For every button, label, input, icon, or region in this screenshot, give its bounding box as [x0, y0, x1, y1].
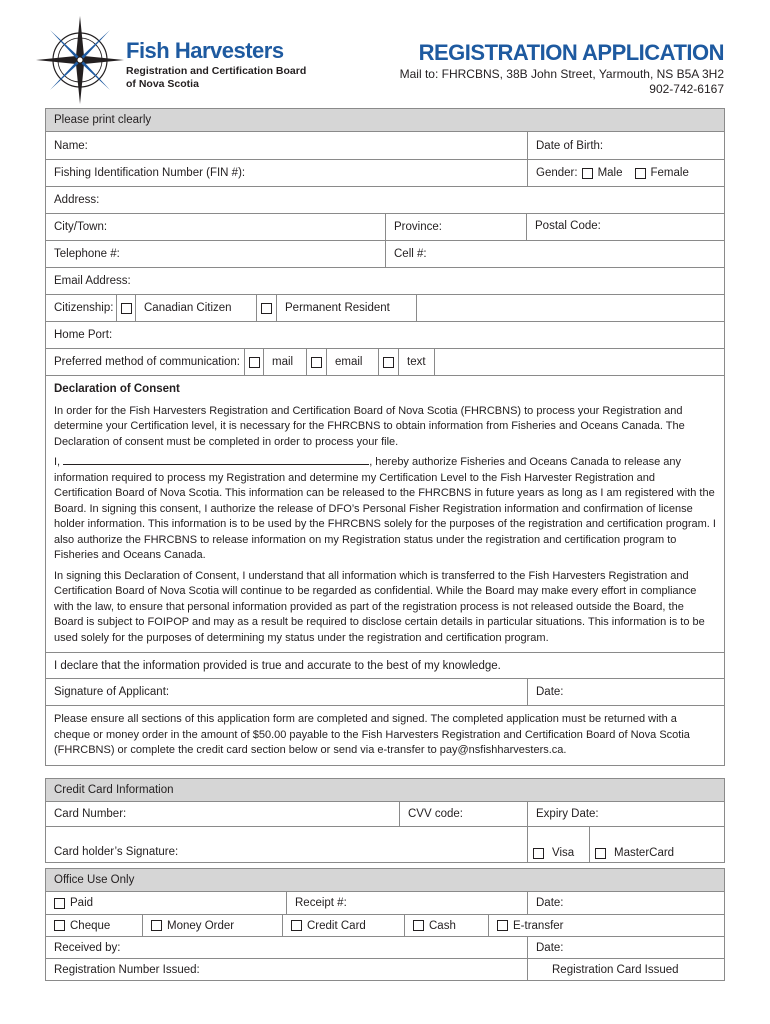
consent-heading: Declaration of Consent: [54, 383, 180, 395]
credit-card-checkbox[interactable]: [291, 920, 302, 931]
etransfer-checkbox[interactable]: [497, 920, 508, 931]
permanent-resident-checkbox[interactable]: [261, 303, 272, 314]
address-label: Address:: [54, 194, 100, 206]
home-port-row: [46, 321, 724, 348]
telephone-label: Telephone #:: [54, 248, 120, 260]
header: [0, 0, 770, 105]
permanent-resident-label: Permanent Resident: [285, 302, 390, 314]
cvv-field[interactable]: [399, 802, 527, 826]
payment-method-row: [46, 914, 724, 936]
gender-field: [527, 160, 724, 186]
signature-field[interactable]: [46, 679, 527, 705]
applicant-name-blank[interactable]: [63, 455, 369, 465]
email-label: Email Address:: [54, 275, 131, 287]
registration-number-label: Registration Number Issued:: [54, 963, 200, 976]
expiry-field[interactable]: [527, 802, 724, 826]
home-port-label: Home Port:: [54, 329, 113, 341]
cell-field[interactable]: [385, 241, 526, 267]
female-checkbox[interactable]: [635, 168, 646, 179]
communication-label: Preferred method of communication:: [54, 356, 241, 368]
cheque-checkbox[interactable]: [54, 920, 65, 931]
male-label: Male: [597, 167, 623, 179]
paid-checkbox[interactable]: [54, 898, 65, 909]
mastercard-checkbox[interactable]: [595, 848, 606, 859]
email-row: [46, 267, 724, 294]
mail-option-label: mail: [272, 356, 294, 368]
cheque-label: Cheque: [70, 919, 111, 932]
submission-instructions: Please ensure all sections of this application form are completed and signed. The completed application must be returned with a cheque or money order in the amount of $50.00 payable to the Fish Harvesters Registration and Certification Board of Nova Scotia (FHRCBNS) or complete the credit card section below or send via e-transfer to pay@nsfishharvesters.ca.: [46, 705, 724, 765]
name-row: [46, 132, 724, 159]
fin-row: [46, 159, 724, 186]
province-label: Province:: [394, 221, 442, 233]
email-checkbox[interactable]: [311, 357, 322, 368]
city-label: City/Town:: [54, 221, 108, 233]
received-date-label: Date:: [536, 941, 564, 954]
compass-logo-icon: [34, 14, 126, 106]
received-by-label: Received by:: [54, 941, 121, 954]
fin-field[interactable]: [46, 160, 527, 186]
text-option-label: text: [407, 356, 426, 368]
office-date-label: Date:: [536, 897, 564, 909]
mail-to-address: Mail to: FHRCBNS, 38B John Street, Yarmouth, NS B5A 3H2: [399, 67, 724, 81]
email-field[interactable]: [46, 268, 724, 294]
female-label: Female: [650, 167, 689, 179]
cell-label: Cell #:: [394, 248, 427, 260]
cash-checkbox[interactable]: [413, 920, 424, 931]
province-field[interactable]: [385, 214, 526, 240]
receipt-field[interactable]: [286, 892, 527, 914]
registration-card-checkbox[interactable]: [536, 964, 547, 975]
consent-paragraph-3: In signing this Declaration of Consent, I understand that all information which is transferred to the Fish Harvesters Registration and Certification Board of Nova Scotia will continue to be regarded as confidential. While the Board may make every effort in compliance with the law, to ensure that personal information provided as part of the registration process is not released outside the Board, the Board is subject to FOIPOP and may as a result be required to disclose certain details in particular situations. This information is to be used solely for the purposes of determining my status under the registration and certification program.: [54, 569, 705, 644]
receipt-label: Receipt #:: [295, 897, 347, 909]
signature-label: Signature of Applicant:: [54, 686, 170, 698]
postal-code-label: Postal Code:: [535, 220, 601, 232]
consent-p2-rest: , hereby authorize Fisheries and Oceans Canada to release any information required to process my Registration and determine my Certification Level to the Fish Harvester Registration and Certification Board of Nova Scotia. This information can be released to the FHRCBNS in future years as long as I am registered with the Board. In signing this consent, I authorize the release of DFO’s Personal Fisher Registration information and confirmation of license holder information. This information is to be used by the FHRCBNS solely for the purposes of the registration and certification program. I also authorize the FHRCBNS to release information on my Registration status under the registration and certification program to Fisheries and Oceans Canada.: [54, 456, 716, 561]
name-label: Name:: [54, 139, 88, 152]
received-date-field[interactable]: [527, 937, 724, 958]
applicant-form: [45, 108, 725, 766]
declare-text: I declare that the information provided is true and accurate to the best of my knowledge.: [54, 659, 501, 672]
fin-label: Fishing Identification Number (FIN #):: [54, 167, 246, 179]
signature-date-field[interactable]: [527, 679, 724, 705]
male-checkbox[interactable]: [582, 168, 593, 179]
phone-number: 902-742-6167: [649, 82, 724, 96]
registration-number-field[interactable]: [46, 959, 527, 980]
cvv-label: CVV code:: [408, 808, 463, 820]
card-holder-signature-field[interactable]: [46, 827, 527, 862]
registration-issued-row: [46, 958, 724, 980]
signature-date-label: Date:: [536, 686, 564, 698]
section-header-print-clearly: Please print clearly: [46, 108, 724, 132]
telephone-field[interactable]: [46, 241, 385, 267]
brand-subtitle-line2: of Nova Scotia: [126, 78, 199, 90]
dob-label: Date of Birth:: [536, 139, 604, 152]
brand-subtitle-line1: Registration and Certification Board: [126, 65, 307, 77]
form-title: REGISTRATION APPLICATION: [418, 40, 724, 65]
card-holder-signature-label: Card holder’s Signature:: [54, 846, 179, 858]
mastercard-label: MasterCard: [614, 847, 675, 859]
cash-label: Cash: [429, 919, 456, 932]
brand-title: Fish Harvesters: [126, 38, 284, 63]
city-row: [46, 213, 724, 240]
expiry-label: Expiry Date:: [536, 808, 599, 820]
registration-card-label: Registration Card Issued: [552, 963, 679, 976]
paid-label: Paid: [70, 897, 94, 909]
address-row: [46, 186, 724, 213]
credit-card-label: Credit Card: [307, 919, 366, 932]
card-holder-row: [46, 826, 724, 862]
card-number-label: Card Number:: [54, 808, 127, 820]
credit-card-section: [45, 778, 725, 863]
received-by-field[interactable]: [46, 937, 527, 958]
citizenship-label: Citizenship:: [54, 302, 114, 314]
office-use-section: [45, 868, 725, 981]
home-port-field[interactable]: [46, 322, 724, 348]
text-checkbox[interactable]: [383, 357, 394, 368]
city-field[interactable]: [46, 214, 385, 240]
canadian-citizen-checkbox[interactable]: [121, 303, 132, 314]
dob-field[interactable]: [527, 132, 724, 159]
etransfer-label: E-transfer: [513, 919, 564, 932]
money-order-label: Money Order: [167, 919, 235, 932]
section-header-credit-card: Credit Card Information: [46, 778, 724, 802]
office-date-field[interactable]: [527, 892, 724, 914]
consent-paragraph-2: [54, 455, 716, 564]
communication-row: [46, 348, 724, 375]
visa-label: Visa: [552, 847, 575, 859]
card-number-field[interactable]: [46, 802, 399, 826]
citizenship-row: [46, 294, 724, 321]
received-row: [46, 936, 724, 958]
postal-code-field[interactable]: [526, 214, 724, 240]
declare-row: [46, 652, 724, 678]
name-field[interactable]: [46, 132, 527, 159]
phone-row: [46, 240, 724, 267]
consent-p2-start: I,: [54, 456, 61, 468]
gender-label: Gender:: [536, 167, 578, 179]
section-header-office-use: Office Use Only: [46, 868, 724, 892]
canadian-citizen-label: Canadian Citizen: [144, 302, 232, 314]
consent-paragraph-1: In order for the Fish Harvesters Registration and Certification Board of Nova Scotia (FHRCBNS) to process your Registration and determine your Certification level, it is necessary for the FHRCBNS to obtain information from Fisheries and Oceans Canada. The Declaration of consent must be completed in order to process your file.: [54, 404, 685, 448]
email-option-label: email: [335, 356, 363, 368]
signature-row: [46, 678, 724, 705]
office-row-1: [46, 892, 724, 914]
visa-checkbox[interactable]: [533, 848, 544, 859]
declaration-of-consent: [46, 375, 724, 652]
address-field[interactable]: [46, 187, 724, 213]
mail-checkbox[interactable]: [249, 357, 260, 368]
card-number-row: [46, 802, 724, 826]
money-order-checkbox[interactable]: [151, 920, 162, 931]
